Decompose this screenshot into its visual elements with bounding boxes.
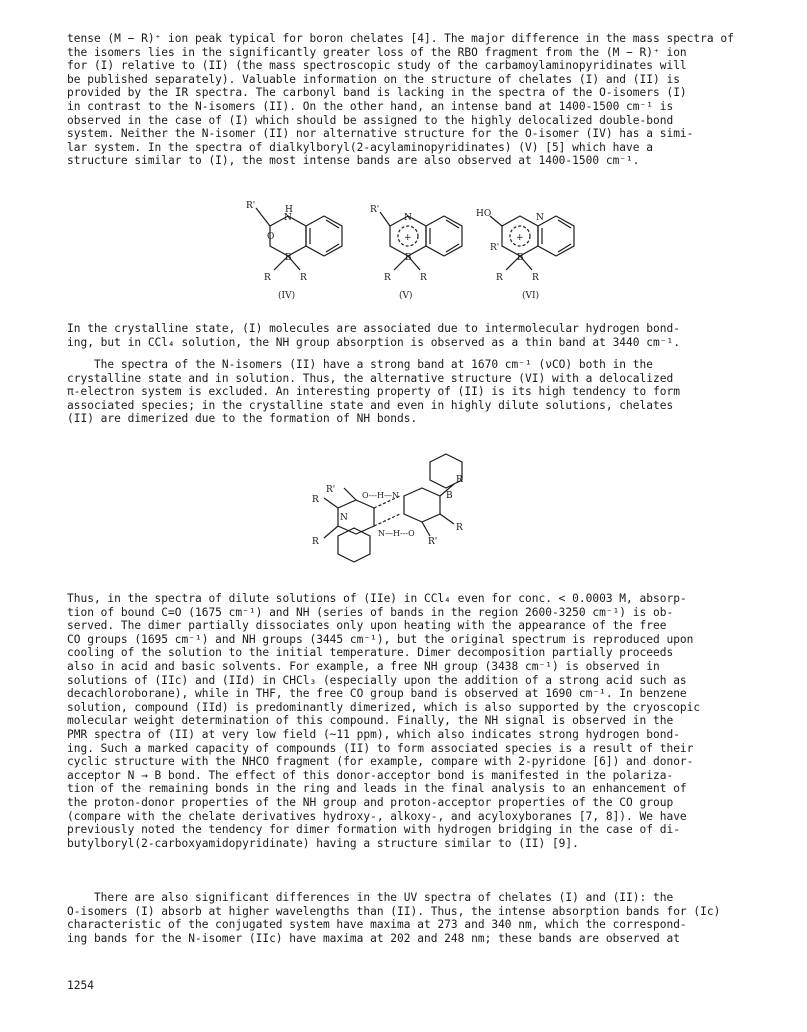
svg-text:R': R' <box>246 201 256 211</box>
svg-text:R': R' <box>326 485 336 495</box>
svg-text:B: B <box>517 253 524 263</box>
svg-text:R: R <box>456 475 463 485</box>
dimer-structure-figure <box>300 452 500 582</box>
svg-text:R: R <box>264 273 271 283</box>
svg-text:R: R <box>496 273 503 283</box>
svg-text:R': R' <box>428 537 438 547</box>
svg-text:R: R <box>532 273 539 283</box>
svg-text:N: N <box>340 513 348 523</box>
svg-text:B: B <box>405 253 412 263</box>
paragraph-1: tense (M − R)⁺ ion peak typical for boron chelates [4]. The major difference in the mass spectra of the isomers lies in the significantly greater loss of the RBO fragment from the (M − R)⁺ ion for (I) relative to (II) (the mass spectroscopic study of the carbamoylaminopyridinates will be published separately). Valuable information on the structure of chelates (I) and (II) is provided by the IR spectra. The carbonyl band is lacking in the spectra of the O-isomers (I) in contrast to the N-isomers (II). On the other hand, an intense band at 1400-1500 cm⁻¹ is observed in the case of (I) which should be assigned to the highly delocalized double-bond system. Neither the N-isomer (II) nor alternative structure for the O-isomer (IV) has a simi- lar system. In the spectra of dialkylboryl(2-acylaminopyridinates) (V) [5] which have a structure similar to (I), the most intense bands are also observed at 1400-1500 cm⁻¹. <box>67 32 734 168</box>
svg-text:(VI): (VI) <box>522 291 540 301</box>
svg-text:N: N <box>536 213 544 223</box>
paragraph-4: Thus, in the spectra of dilute solutions of (IIe) in CCl₄ even for conc. < 0.0003 M, absorp- tion of bound C=O (1675 cm⁻¹) and NH (series of bands in the region 2600-3250 cm⁻¹) is ob- served. The dimer partially dissociates only upon heating with the appearance of the free CO groups (1695 cm⁻¹) and NH groups (3445 cm⁻¹), but the original spectrum is reproduced upon cooling of the solution to the initial temperature. Dimer decomposition partially proceeds also in acid and basic solvents. For example, a free NH group (3438 cm⁻¹) is observed in solutions of (IIc) and (IId) in CHCl₃ (especially upon the addition of a strong acid such as decachloroborane), while in THF, the free CO group band is observed at 1690 cm⁻¹. In benzene solution, compound (IId) is predominantly dimerized, which is also supported by the cryoscopic molecular weight determination of this compound. Finally, the NH signal is observed in the PMR spectra of (II) at very low field (~11 ppm), which also indicates strong hydrogen bond- ing. Such a marked capacity of compounds (II) to form associated species is a result of their cyclic structure with the NHCO fragment (for example, compare with 2-pyridone [6]) and donor- acceptor N → B bond. The effect of this donor-acceptor bond is manifested in the polariza- tion of the remaining bonds in the ring and leads in the final analysis to an enhancement of the proton-donor properties of the NH group and proton-acceptor properties of the CO group (compare with the chelate derivatives hydroxy-, alkoxy-, and acyloxyboranes [7, 8]). We have previously noted the tendency for dimer formation with hydrogen bridging in the case of di- butylboryl(2-carboxyamidopyridinate) having a structure similar to (II) [9]. <box>67 592 701 850</box>
svg-text:N: N <box>404 213 412 223</box>
page-number: 1254 <box>67 979 94 992</box>
svg-text:R: R <box>456 523 463 533</box>
svg-text:R: R <box>312 495 319 505</box>
svg-text:(V): (V) <box>399 291 413 301</box>
svg-text:(IV): (IV) <box>278 291 296 301</box>
svg-text:B: B <box>285 253 292 263</box>
svg-text:O---H—N: O---H—N <box>362 491 399 500</box>
svg-text:O: O <box>267 232 275 242</box>
structures-iv-v-vi-figure <box>240 198 580 308</box>
svg-text:HO: HO <box>476 209 492 219</box>
svg-text:R: R <box>312 537 319 547</box>
svg-text:B: B <box>446 491 453 501</box>
svg-text:H: H <box>285 205 293 215</box>
svg-text:N: N <box>284 213 292 223</box>
svg-text:R: R <box>420 273 427 283</box>
svg-text:+: + <box>516 233 524 243</box>
svg-text:R: R <box>384 273 391 283</box>
paragraph-3: The spectra of the N-isomers (II) have a strong band at 1670 cm⁻¹ (νCO) both in the crystalline state and in solution. Thus, the alternative structure (VI) with a delocalized π-electron system is excluded. An interesting property of (II) is its high tendency to form associated species; in the crystalline state and even in highly dilute solutions, chelates (II) are dimerized due to the formation of NH bonds. <box>67 358 680 426</box>
svg-text:R': R' <box>370 205 380 215</box>
paragraph-5: There are also significant differences in the UV spectra of chelates (I) and (II): the O-isomers (I) absorb at higher wavelengths than (II). Thus, the intense absorption bands for (Ic) characteristic of the conjugated system have maxima at 273 and 340 nm, which the correspond- ing bands for the N-isomer (IIc) have maxima at 202 and 248 nm; these bands are observed at <box>67 891 721 945</box>
paragraph-2: In the crystalline state, (I) molecules are associated due to intermolecular hydrogen bond- ing, but in CCl₄ solution, the NH group absorption is observed as a thin band at 3440 cm⁻¹. <box>67 322 680 349</box>
svg-text:R: R <box>300 273 307 283</box>
svg-text:N—H---O: N—H---O <box>378 529 415 538</box>
svg-text:+: + <box>404 233 412 243</box>
svg-text:R': R' <box>490 243 500 253</box>
